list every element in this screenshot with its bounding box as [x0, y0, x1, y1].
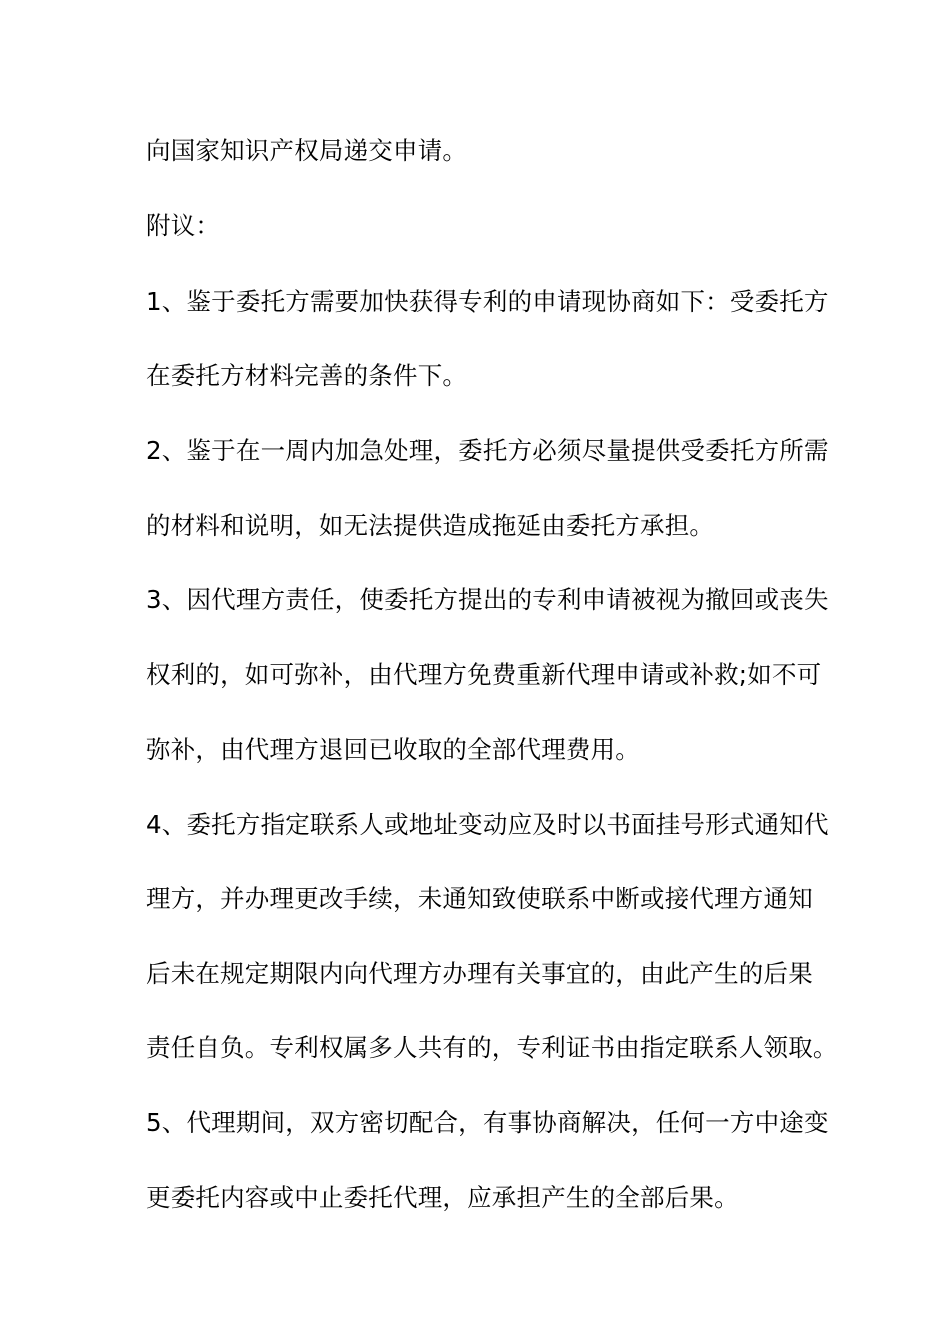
text-line: 向国家知识产权局递交申请。	[146, 136, 468, 165]
text-line: 4、委托方指定联系人或地址变动应及时以书面挂号形式通知代	[146, 810, 829, 839]
text-line: 后未在规定期限内向代理方办理有关事宜的，由此产生的后果	[146, 959, 813, 988]
text-line: 3、因代理方责任，使委托方提出的专利申请被视为撤回或丧失	[146, 585, 829, 614]
text-line: 责任自负。专利权属多人共有的，专利证书由指定联系人领取。	[146, 1033, 838, 1062]
text-line: 2、鉴于在一周内加急处理，委托方必须尽量提供受委托方所需	[146, 436, 829, 465]
text-line: 理方，并办理更改手续，未通知致使联系中断或接代理方通知	[146, 884, 813, 913]
text-line: 更委托内容或中止委托代理，应承担产生的全部后果。	[146, 1183, 739, 1212]
text-line: 在委托方材料完善的条件下。	[146, 361, 468, 390]
text-line: 附议：	[146, 211, 221, 240]
text-line: 权利的，如可弥补，由代理方免费重新代理申请或补救;如不可	[146, 660, 822, 689]
text-line: 弥补，由代理方退回已收取的全部代理费用。	[146, 735, 640, 764]
text-line: 的材料和说明，如无法提供造成拖延由委托方承担。	[146, 511, 715, 540]
text-line: 1、鉴于委托方需要加快获得专利的申请现协商如下：受委托方	[146, 287, 829, 316]
text-line: 5、代理期间，双方密切配合，有事协商解决，任何一方中途变	[146, 1108, 829, 1137]
